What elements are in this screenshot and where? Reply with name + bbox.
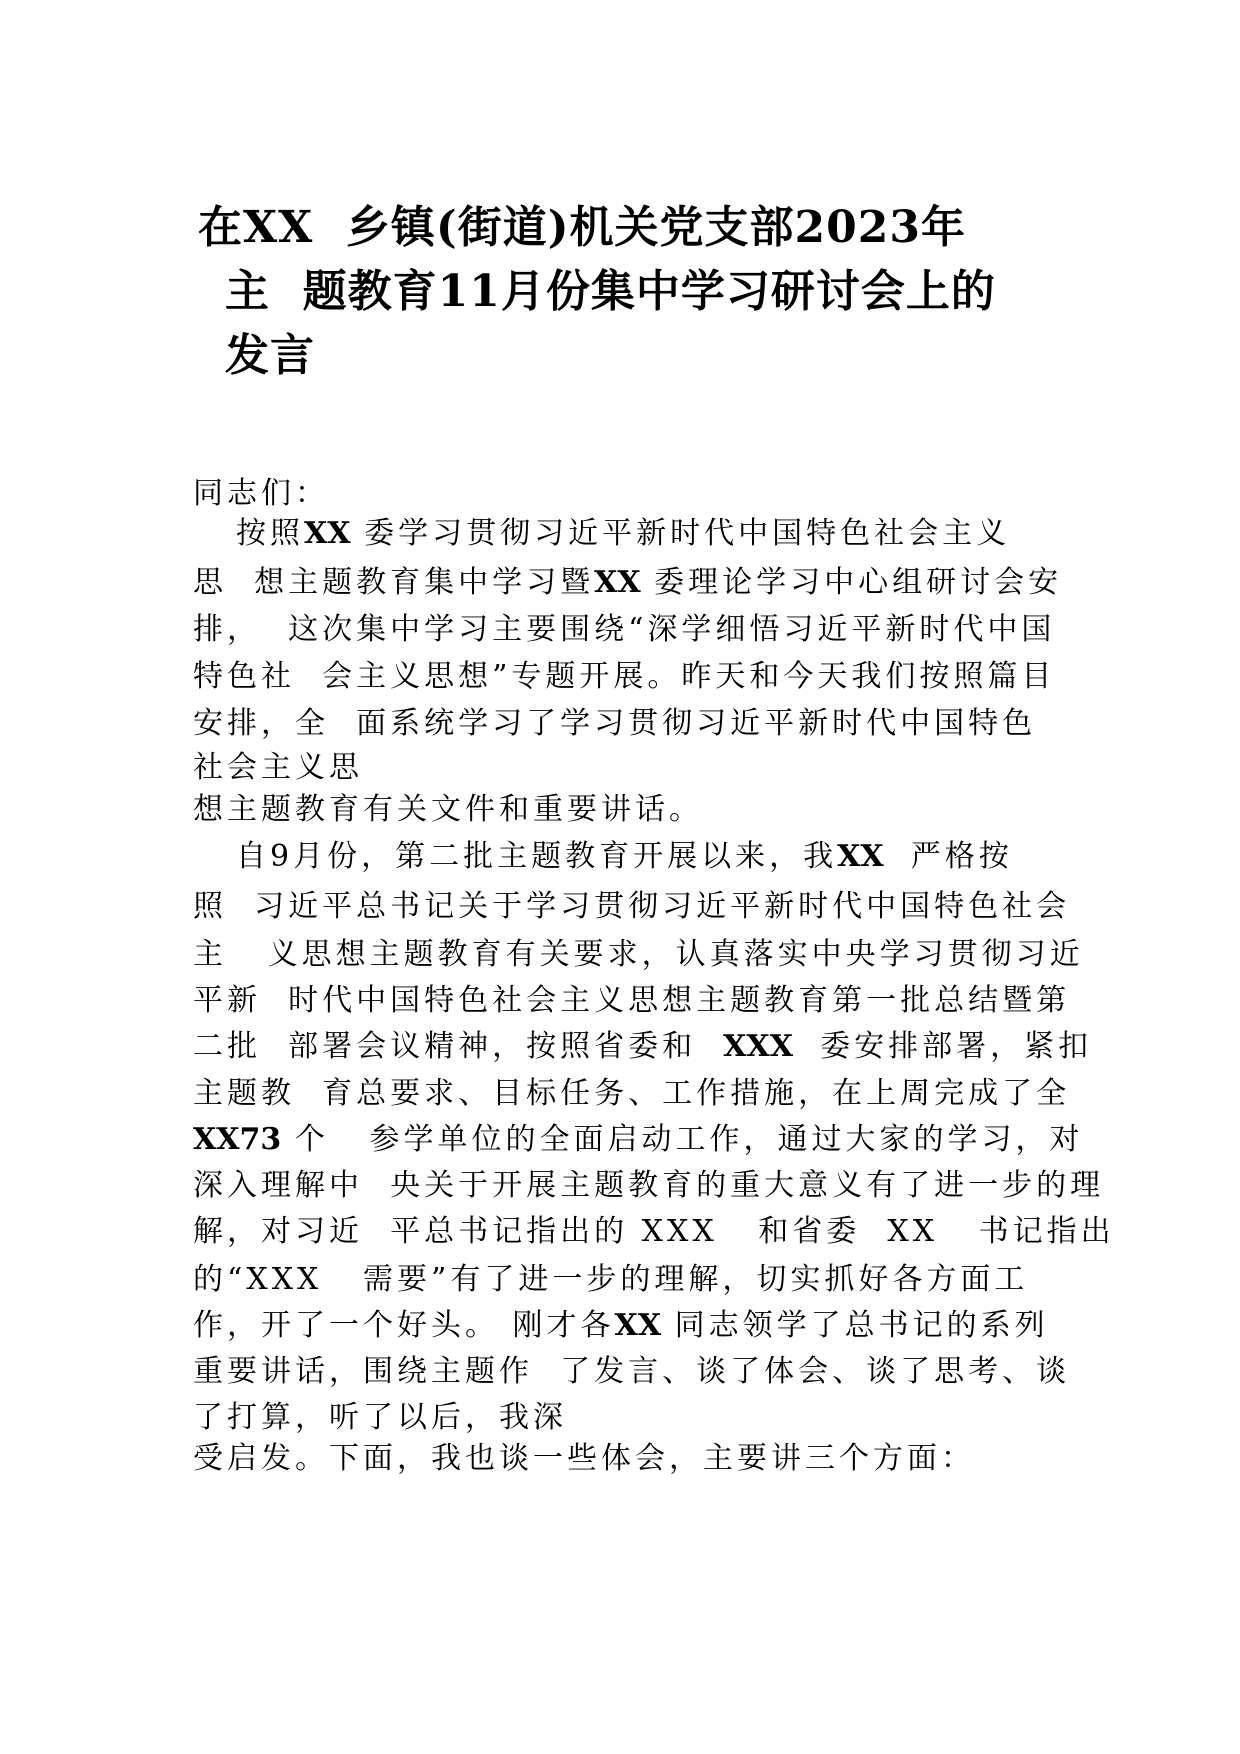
bold-text: XX	[837, 839, 884, 874]
paragraph1-line	[193, 563, 1062, 603]
paragraph2-line	[193, 1166, 1104, 1206]
text-run: 解，对习近 平总书记指出的 XXX 和省委 XX 书记指出	[193, 1214, 1115, 1249]
paragraph1-line	[193, 748, 363, 788]
text-run: 委安排部署，紧扣	[793, 1029, 1093, 1064]
text-run: 平新 时代中国特色社会主义思想主题教育第一批总结暨第	[193, 983, 1071, 1018]
paragraph1-line	[193, 790, 703, 830]
text-run: 的“XXX 需要”有了进一步的理解，切实抓好各方面工	[193, 1262, 1029, 1297]
paragraph1-line	[236, 514, 1010, 554]
text-run: 个 参学单位的全面启动工作，通过大家的学习，对	[281, 1122, 1084, 1157]
bold-text: XX73	[193, 1122, 282, 1157]
text-run: 排， 这次集中学习主要围绕“深学细悟习近平新时代中国	[193, 612, 1056, 647]
bold-text: XX	[304, 516, 351, 551]
text-run: 社会主义思	[193, 750, 363, 785]
text-run: 思 想主题教育集中学习暨	[193, 565, 595, 600]
paragraph2-line	[193, 1212, 1115, 1252]
paragraph1-line	[193, 657, 1055, 697]
bold-text: XXX	[723, 1029, 793, 1064]
text-run: 主 义思想主题教育有关要求，认真落实中央学习贯彻习近	[193, 937, 1084, 972]
paragraph2-line	[193, 981, 1070, 1021]
paragraph2-line	[193, 1260, 1028, 1300]
paragraph2-line	[193, 1398, 567, 1438]
text-run: 重要讲话，围绕主题作 了发言、谈了体会、谈了思考、谈	[193, 1354, 1071, 1389]
document-title	[198, 196, 1078, 388]
text-run: 想主题教育有关文件和重要讲话。	[193, 792, 703, 827]
bold-text: XX	[594, 565, 641, 600]
text-run: 特色社 会主义思想”专题开展。昨天和今天我们按照篇目	[193, 659, 1056, 694]
salutation: 同志们：	[193, 476, 329, 511]
text-run: 自9月份，第二批主题教育开展以来，我	[236, 839, 838, 874]
text-run: 委学习贯彻习近平新时代中国特色社会主义	[350, 516, 1011, 551]
bold-text: XX	[614, 1308, 662, 1343]
text-run: 按照	[236, 516, 304, 551]
text-run: 作，开了一个好头。 刚才各	[193, 1308, 615, 1343]
text-run: 照 习近平总书记关于学习贯彻习近平新时代中国特色社会	[193, 889, 1071, 924]
paragraph2-line	[236, 837, 1013, 877]
paragraph2-line	[193, 1439, 975, 1479]
paragraph2-line	[193, 1306, 1049, 1346]
text-run: 严格按	[883, 839, 1013, 874]
paragraph2-line	[193, 1027, 1092, 1067]
text-run: 安排，全 面系统学习了学习贯彻习近平新时代中国特色	[193, 706, 1037, 741]
paragraph1-line	[193, 704, 1036, 744]
title-line: 在XX 乡镇(街道)机关党支部2023年	[198, 202, 967, 253]
paragraph2-line	[193, 1352, 1070, 1392]
text-run: 深入理解中 央关于开展主题教育的重大意义有了进一步的理	[193, 1168, 1105, 1203]
text-run: 主题教 育总要求、目标任务、工作措施，在上周完成了全	[193, 1076, 1071, 1111]
title-line: 主 题教育11月份集中学习研讨会上的	[225, 266, 996, 317]
text-run: 受启发。下面，我也谈一些体会，主要讲三个方面：	[193, 1441, 975, 1476]
text-run: 了打算，听了以后，我深	[193, 1400, 567, 1435]
paragraph1-line	[193, 610, 1055, 650]
title-line: 发言	[225, 330, 315, 381]
paragraph2-line	[193, 935, 1084, 975]
text-run: 二批 部署会议精神，按照省委和	[193, 1029, 724, 1064]
paragraph2-line	[193, 887, 1070, 927]
paragraph2-line	[193, 1120, 1083, 1160]
text-run: 同志领学了总书记的系列	[661, 1308, 1049, 1343]
paragraph2-line	[193, 1074, 1070, 1114]
text-run: 委理论学习中心组研讨会安	[640, 565, 1063, 600]
